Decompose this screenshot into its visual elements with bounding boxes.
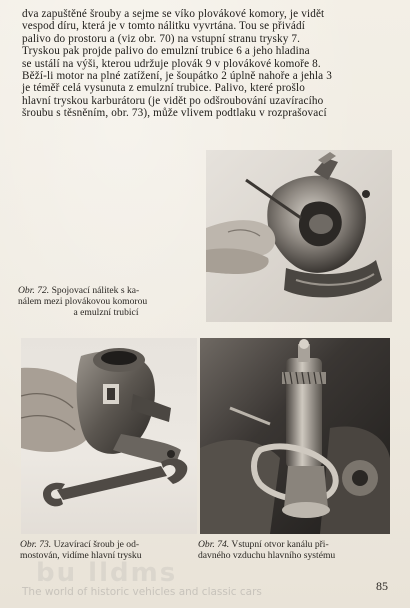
figure-74-photo bbox=[200, 338, 390, 534]
caption-line bbox=[20, 539, 198, 550]
caption-line bbox=[18, 285, 194, 296]
caption-line: a emulzní trubicí bbox=[73, 307, 139, 319]
air-channel-inlet-photo bbox=[200, 338, 390, 534]
figure-number: Obr. 72. bbox=[18, 285, 50, 296]
figure-72-photo bbox=[206, 150, 392, 322]
figure-number: Obr. 73. bbox=[20, 539, 52, 550]
caption-text: Vstupní otvor kanálu při- bbox=[229, 539, 329, 550]
figure-73-photo bbox=[21, 338, 197, 534]
watermark-logo: bu lldms bbox=[36, 558, 178, 588]
paragraph-line: vespod díru, která je v tomto nálitku vyvrtána. Tou se přivádí bbox=[22, 20, 305, 33]
watermark-tagline: The world of historic vehicles and classic cars bbox=[22, 586, 262, 598]
page-number: 85 bbox=[376, 579, 388, 593]
figure-number: Obr. 74. bbox=[198, 539, 230, 550]
paragraph-line: šroubu s těsněním, obr. 73), může vlivem podtlaku v rozprašovací bbox=[22, 107, 327, 120]
paragraph-line: je téměř celá vysunuta z emulzní trubice. Palivo, které prošlo bbox=[22, 82, 305, 95]
caption-line bbox=[198, 539, 394, 550]
paragraph-line: Tryskou pak projde palivo do emulzní trubice 6 a jeho hladina bbox=[22, 45, 310, 58]
figure-72-caption bbox=[18, 285, 194, 319]
carburetor-coupling-photo bbox=[206, 150, 392, 322]
paragraph-line: dva zapuštěné šrouby a sejme se víko plovákové komory, je vidět bbox=[22, 8, 325, 20]
paragraph-line: hlavní tryskou karburátoru (je vidět po odšroubování uzavíracího bbox=[22, 94, 324, 107]
main-jet-screw-photo bbox=[21, 338, 197, 534]
caption-text: Spojovací nálitek s ka- bbox=[49, 285, 140, 296]
caption-text: Uzavírací šroub je od- bbox=[51, 539, 140, 550]
caption-line: mostován, vidíme hlavní trysku bbox=[20, 550, 142, 562]
paragraph-line: se ustálí na výši, kterou udržuje plovák 9 v plovákové komoře 8. bbox=[22, 57, 321, 70]
caption-line: nálem mezi plovákovou komorou bbox=[18, 296, 148, 308]
paragraph-line: palivo do prostoru a (viz obr. 70) na vstupní stranu trysky 7. bbox=[22, 32, 301, 45]
caption-line: davného vzduchu hlavního systému bbox=[198, 550, 336, 562]
body-paragraph bbox=[22, 8, 384, 120]
paragraph-line: Běží-li motor na plné zatížení, je šoupátko 2 úplně nahoře a jehla 3 bbox=[22, 70, 332, 83]
